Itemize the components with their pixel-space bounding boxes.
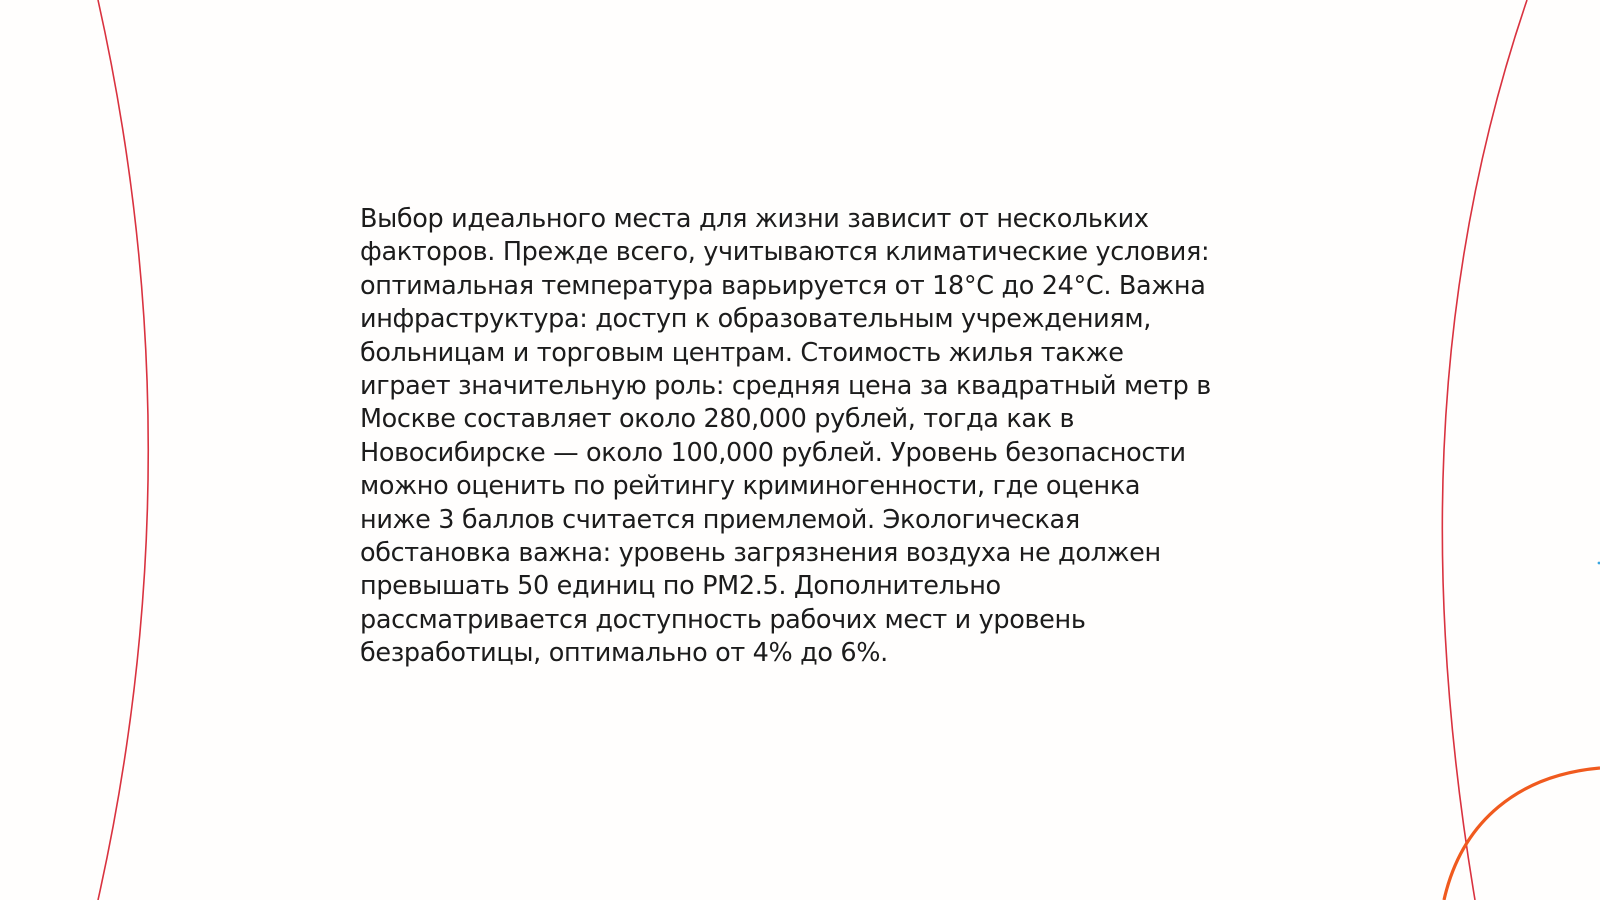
orange-arc [1444,768,1600,900]
text-line: играет значительную роль: средняя цена за квадратный метр в [360,371,1211,402]
text-line: рассматривается доступность рабочих мест и уровень [360,604,1086,635]
text-line: можно оценить по рейтингу криминогенности, где оценка [360,471,1141,502]
text-line: инфраструктура: доступ к образовательным учреждениям, [360,304,1152,335]
text-line: превышать 50 единиц по PM2.5. Дополнительно [360,571,1001,602]
text-line: обстановка важна: уровень загрязнения воздуха не должен [360,538,1161,569]
right-arc [1442,0,1527,900]
body-text [360,203,1250,671]
text-line: безработицы, оптимально от 4% до 6%. [360,638,888,669]
text-line: факторов. Прежде всего, учитываются климатические условия: [360,237,1210,268]
text-line: Выбор идеального места для жизни зависит от нескольких [360,204,1149,234]
text-line: оптимальная температура варьируется от 18°C до 24°C. Важна [360,270,1206,301]
text-line: Новосибирске — около 100,000 рублей. Уровень безопасности [360,437,1186,468]
left-arc [98,0,148,900]
text-line: больницам и торговым центрам. Стоимость жилья также [360,337,1124,368]
text-line: ниже 3 баллов считается приемлемой. Экологическая [360,504,1080,535]
text-line: Москве составляет около 280,000 рублей, тогда как в [360,404,1075,435]
